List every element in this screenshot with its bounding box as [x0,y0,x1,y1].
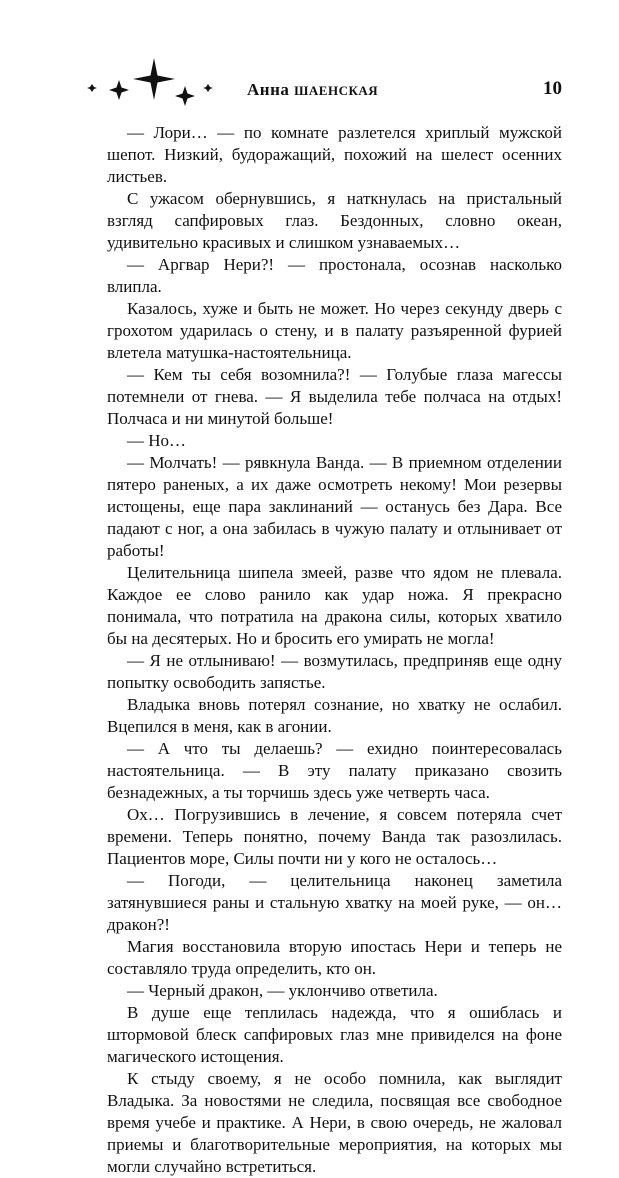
paragraph: — Молчать! — рявкнула Ванда. — В приемном отделении пятеро раненых, а их даже осмотреть некому! Мои резервы истощены, еще пара заклинаний — останусь без Дара. Все падают с ног, а она забилась в чужую палату и отлынивает от работы! [107,453,562,560]
stars-icon [80,50,240,110]
author-name [247,80,378,100]
paragraph: С ужасом обернувшись, я наткнулась на пристальный взгляд сапфировых глаз. Бездонных, словно океан, удивительно красивых и слишком узнаваемых… [107,189,562,252]
paragraph: — Аргвар Нери?! — простонала, осознав насколько влипла. [107,255,562,296]
author-last-name: ШАЕНСКАЯ [294,83,379,98]
running-header [0,50,619,110]
paragraph: Ох… Погрузившись в лечение, я совсем потеряла счет времени. Теперь понятно, почему Ванда так разозлилась. Пациентов море, Силы почти ни у кого не осталось… [107,805,562,868]
paragraph: — Черный дракон, — уклончиво ответила. [127,981,438,1000]
paragraph: Целительница шипела змеей, разве что ядом не плевала. Каждое ее слово ранило как удар ножа. Я прекрасно понимала, что потратила на дракона силы, которых хватило бы на десятерых. Но и бросить его умирать не могла! [107,563,562,648]
paragraph: Магия восстановила вторую ипостась Нери и теперь не составляло труда определить, кто он. [107,937,562,978]
paragraph: К стыду своему, я не особо помнила, как выглядит Владыка. За новостями не следила, посвящая все свободное время учебе и практике. А Нери, в свою очередь, не жаловал приемы и благотворительные мероприятия, на которых мы могли случайно встретиться. [107,1069,562,1176]
paragraph: — А что ты делаешь? — ехидно поинтересовалась настоятельница. — В эту палату приказано свозить безнадежных, а ты торчишь здесь уже четверть часа. [107,739,562,802]
paragraph: — Лори… — по комнате разлетелся хриплый мужской шепот. Низкий, будоражащий, похожий на шелест осенних листьев. [107,123,562,186]
paragraph: Владыка вновь потерял сознание, но хватку не ослабил. Вцепился в меня, как в агонии. [107,695,562,736]
page-number: 10 [543,78,562,99]
body-text [107,122,562,1178]
paragraph: Казалось, хуже и быть не может. Но через секунду дверь с грохотом ударилась о стену, и в палату разъяренной фурией влетела матушка-настоятельница. [107,299,562,362]
author-first-name: Анна [247,80,290,99]
paragraph: — Кем ты себя возомнила?! — Голубые глаза магессы потемнели от гнева. — Я выделила тебе полчаса на отдых! Полчаса и ни минутой больше! [107,365,562,428]
paragraph: — Погоди, — целительница наконец заметила затянувшиеся раны и стальную хватку на моей руке, — он… дракон?! [107,871,562,934]
paragraph: — Но… [127,431,187,450]
paragraph: В душе еще теплилась надежда, что я ошиблась и штормовой блеск сапфировых глаз мне привиделся на фоне магического истощения. [107,1003,562,1066]
paragraph: — Я не отлыниваю! — возмутилась, предприняв еще одну попытку освободить запястье. [107,651,562,692]
